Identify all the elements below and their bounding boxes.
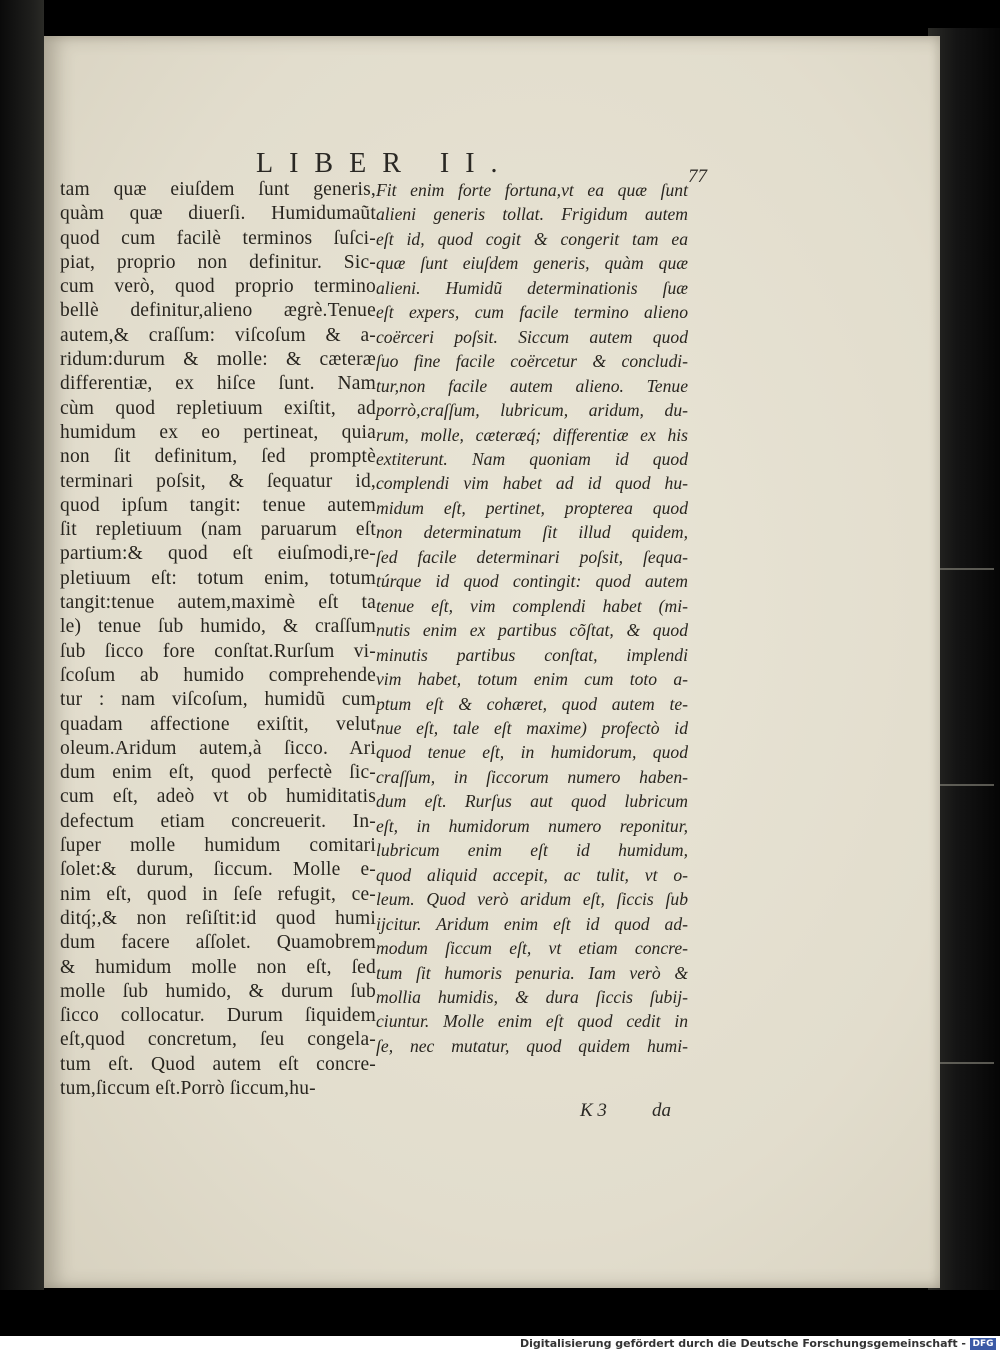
text-line: dum eſt. Rurſus aut quod lubricum bbox=[376, 791, 688, 812]
text-line: eſt id, quod cogit & congerit tam ea bbox=[376, 228, 688, 249]
text-line: Fit enim forte fortuna,vt ea quæ ſunt bbox=[376, 180, 688, 200]
text-line: alieni generis tollat. Frigidum autem bbox=[376, 204, 688, 225]
text-line: quod cum facilè terminos ſuſci- bbox=[60, 227, 376, 249]
text-line: quod aliquid accepit, ac tulit, vt o- bbox=[376, 864, 688, 885]
text-line: extiterunt. Nam quoniam id quod bbox=[376, 448, 688, 469]
text-line: dum enim eſt, quod perfectè ſic- bbox=[60, 762, 376, 784]
text-line: tangit:tenue autem,maximè eſt ta bbox=[60, 592, 376, 614]
text-line: ridum:durum & molle: & cæteræ bbox=[60, 349, 376, 371]
text-line: ptum eſt & cohæret, quod autem te- bbox=[376, 693, 688, 714]
text-line: cum verò, quod proprio termino bbox=[60, 276, 376, 298]
text-line: tum ſit humoris penuria. Iam verò & bbox=[376, 962, 688, 983]
catchword: da bbox=[652, 1100, 671, 1121]
text-line: autem,& craſſum: viſcoſum & a- bbox=[60, 324, 376, 346]
page-edge-mark bbox=[934, 784, 994, 786]
text-line: non determinatum ſit illud quidem, bbox=[376, 522, 688, 543]
italic-text-column bbox=[376, 178, 688, 1058]
text-line: ſub ſicco fore conſtat.Rurſum vi- bbox=[60, 640, 376, 662]
text-line: eſt,quod concretum, ſeu congela- bbox=[60, 1029, 376, 1051]
text-line: partium:& quod eſt eiuſmodi,re- bbox=[60, 543, 376, 565]
text-line: lubricum enim eſt id humidum, bbox=[376, 840, 688, 861]
text-line: ſit repletiuum (nam paruarum eſt bbox=[60, 519, 376, 541]
text-line: cùm quod repletiuum exiſtit, ad bbox=[60, 397, 376, 419]
text-line: ſicco collocatur. Durum ſiquidem bbox=[60, 1005, 376, 1027]
page-edge-mark bbox=[932, 568, 994, 570]
text-line: quod ipſum tangit: tenue autem bbox=[60, 494, 376, 516]
running-header: LIBER II. bbox=[256, 148, 514, 179]
text-line: complendi vim habet ad id quod hu- bbox=[376, 473, 688, 494]
text-line: non ſit definitum, ſed promptè bbox=[60, 446, 376, 468]
text-line: tur : nam viſcoſum, humidũ cum bbox=[60, 689, 376, 711]
text-line: eſt, in humidorum numero reponitur, bbox=[376, 815, 688, 836]
text-line: piat, proprio non definitur. Sic- bbox=[60, 251, 376, 273]
text-line: dum facere aſſolet. Quamobrem bbox=[60, 932, 376, 954]
text-line: leum. Quod verò aridum eſt, ſiccis ſub bbox=[376, 889, 688, 910]
digitization-footer bbox=[0, 1336, 1000, 1353]
text-line: quod tenue eſt, in humidorum, quod bbox=[376, 742, 688, 763]
text-line: ſcoſum ab humido comprehende bbox=[60, 664, 376, 686]
text-line: midum eſt, pertinet, propterea quod bbox=[376, 497, 688, 518]
text-line: tur,non facile autem alieno. Tenue bbox=[376, 375, 688, 396]
latin-text-column bbox=[60, 178, 376, 1101]
text-line: craſſum, in ſiccorum numero haben- bbox=[376, 766, 688, 787]
text-line: túrque id quod contingit: quod autem bbox=[376, 571, 688, 592]
text-line: & humidum molle non eſt, ſed bbox=[60, 956, 376, 978]
text-line: ciuntur. Molle enim eſt quod cedit in bbox=[376, 1011, 688, 1032]
text-line: mollia humidis, & dura ſiccis ſubij- bbox=[376, 986, 688, 1007]
text-line: nim eſt, quod in ſeſe refugit, ce- bbox=[60, 883, 376, 905]
text-line: ditq́;,& non reſiſtit:id quod humi bbox=[60, 907, 376, 929]
text-line: tum eſt. Quod autem eſt concre- bbox=[60, 1053, 376, 1075]
text-line: quæ ſunt eiuſdem generis, quàm quæ bbox=[376, 253, 688, 274]
scan-left-shadow bbox=[0, 0, 44, 1290]
text-line: oleum.Aridum autem,à ſicco. Ari bbox=[60, 737, 376, 759]
text-line: ſuo fine facile coërcetur & concludi- bbox=[376, 351, 688, 372]
text-line: ſe, nec mutatur, quod quidem humi- bbox=[376, 1035, 688, 1056]
page-number: 77 bbox=[688, 166, 707, 187]
text-line: molle ſub humido, & durum ſub bbox=[60, 980, 376, 1002]
text-line: ſuper molle humidum comitari bbox=[60, 835, 376, 857]
text-line: quadam affectione exiſtit, velut bbox=[60, 713, 376, 735]
text-line: pletiuum eſt: totum enim, totum bbox=[60, 567, 376, 589]
signature-mark: K 3 bbox=[580, 1100, 607, 1121]
text-line: alieni. Humidũ determinationis ſuæ bbox=[376, 277, 688, 298]
page-edge-mark bbox=[934, 1062, 994, 1064]
text-line: eſt expers, cum facile termino alieno bbox=[376, 302, 688, 323]
text-line: terminari poſsit, & ſequatur id, bbox=[60, 470, 376, 492]
text-line: minutis partibus conſtat, implendi bbox=[376, 644, 688, 665]
text-line: vim habet, totum enim cum toto a- bbox=[376, 669, 688, 690]
text-line: rum, molle, cæteræq́; differentiæ ex his bbox=[376, 424, 688, 445]
text-line: tum,ſiccum eſt.Porrò ſiccum,hu- bbox=[60, 1077, 316, 1099]
text-line: ſolet:& durum, ſiccum. Molle e- bbox=[60, 859, 376, 881]
text-line: ijcitur. Aridum enim eſt id quod ad- bbox=[376, 913, 688, 934]
text-line: quàm quæ diuerſi. Humidumaũt bbox=[60, 203, 376, 225]
text-line: modum ſiccum eſt, vt etiam concre- bbox=[376, 938, 688, 959]
text-line: cum eſt, adeò vt ob humiditatis bbox=[60, 786, 376, 808]
dfg-logo: DFG bbox=[970, 1338, 996, 1350]
text-line: defectum etiam concreuerit. In- bbox=[60, 810, 376, 832]
text-line: tenue eſt, vim complendi habet (mi- bbox=[376, 595, 688, 616]
text-line: humidum ex eo pertineat, quia bbox=[60, 421, 376, 443]
text-line: nue eſt, tale eſt maxime) profectò id bbox=[376, 717, 688, 738]
text-line: differentiæ, ex hiſce ſunt. Nam bbox=[60, 373, 376, 395]
text-line: bellè definitur,alieno ægrè.Tenue bbox=[60, 300, 376, 322]
text-line: ſed facile determinari poſsit, ſequa- bbox=[376, 546, 688, 567]
text-line: tam quæ eiuſdem ſunt generis, bbox=[60, 179, 376, 200]
funding-credit: Digitalisierung gefördert durch die Deutsche Forschungsgemeinschaft - bbox=[519, 1337, 966, 1350]
text-line: coërceri poſsit. Siccum autem quod bbox=[376, 326, 688, 347]
text-line: le) tenue ſub humido, & craſſum bbox=[60, 616, 376, 638]
text-line: nutis enim ex partibus cõſtat, & quod bbox=[376, 620, 688, 641]
text-line: porrò,craſſum, lubricum, aridum, du- bbox=[376, 400, 688, 421]
